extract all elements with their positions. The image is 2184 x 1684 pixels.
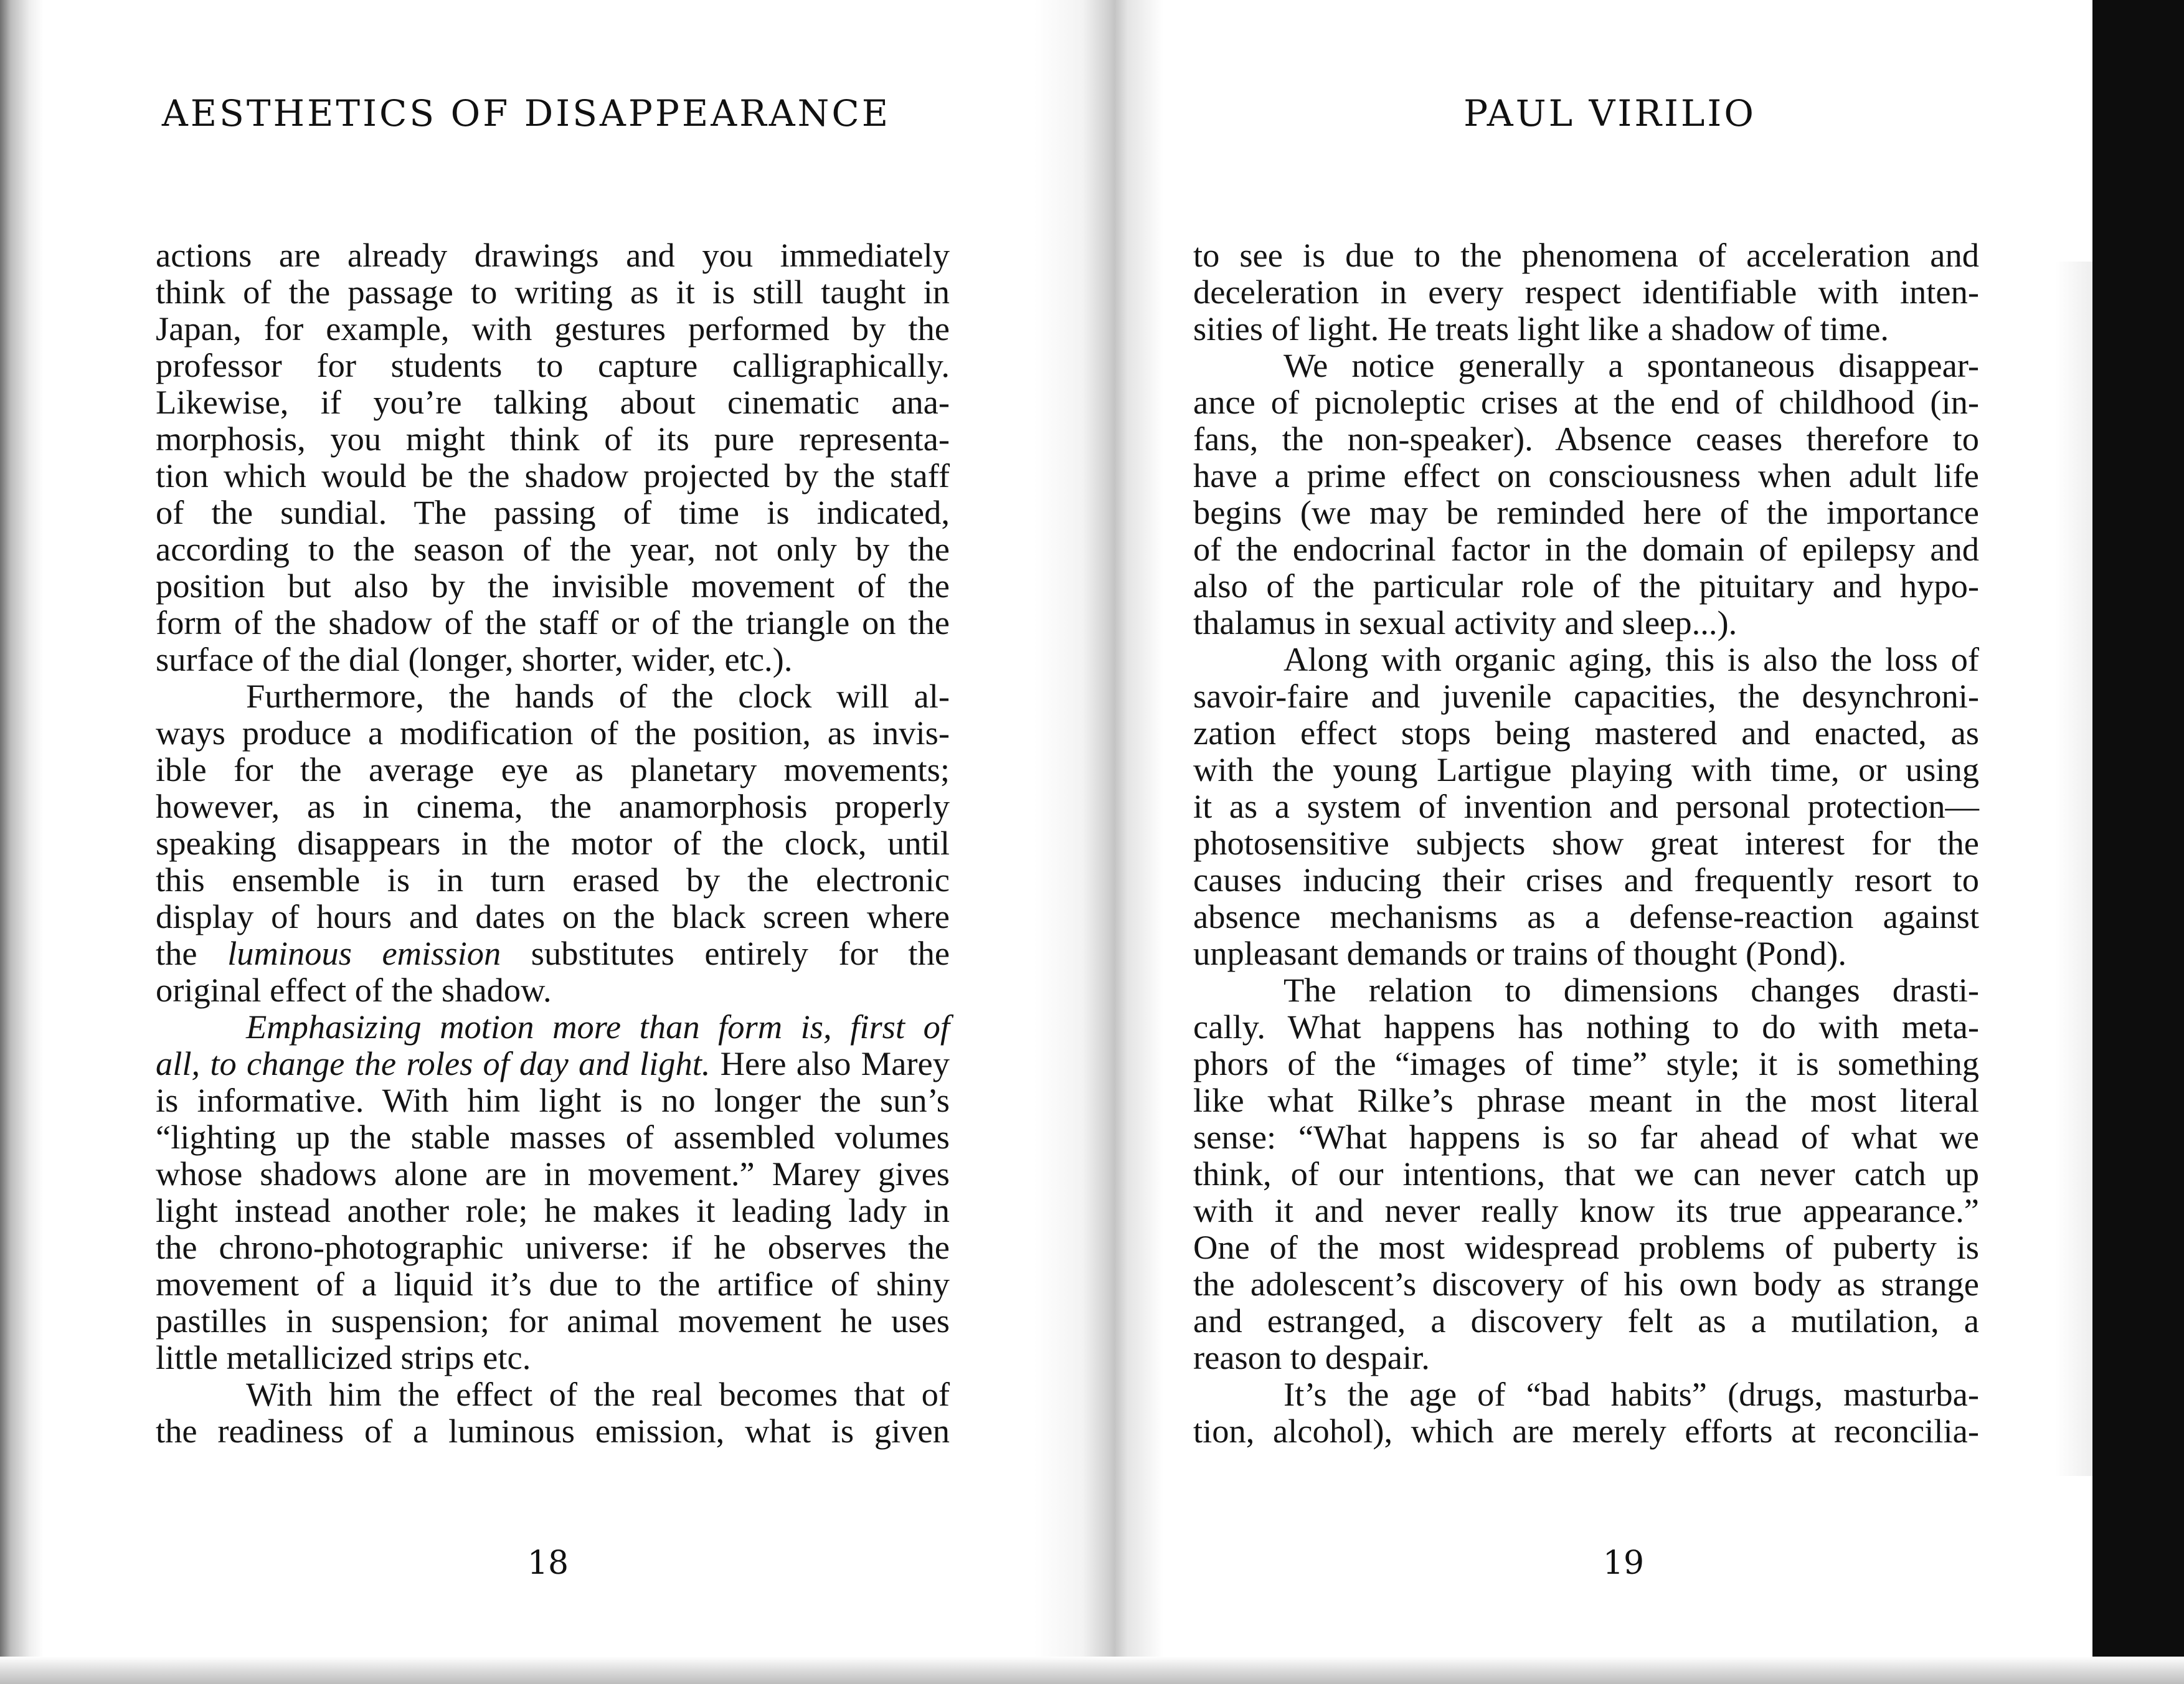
- text-line: Japan, for example, with gestures performed by the: [156, 310, 950, 348]
- right-page-body: [1193, 237, 1979, 1449]
- text-line: tion, alcohol), which are merely efforts at reconcilia-: [1193, 1412, 1979, 1450]
- text-line: also of the particular role of the pituitary and hypo-: [1193, 567, 1979, 605]
- text-line: of the endocrinal factor in the domain of epilepsy and: [1193, 530, 1979, 568]
- text-line: form of the shadow of the staff or of the triangle on the: [156, 603, 950, 641]
- text-line: the readiness of a luminous emission, what is given: [156, 1412, 950, 1450]
- text-line: have a prime effect on consciousness when adult life: [1193, 456, 1979, 494]
- text-line: is informative. With him light is no longer the sun’s: [156, 1081, 950, 1119]
- text-line: movement of a liquid it’s due to the artifice of shiny: [156, 1265, 950, 1303]
- left-page: [0, 0, 1059, 1684]
- text-line: this ensemble is in turn erased by the electronic: [156, 861, 950, 899]
- text-line: pastilles in suspension; for animal movement he uses: [156, 1302, 950, 1340]
- text-line: light instead another role; he makes it leading lady in: [156, 1191, 950, 1229]
- text-line: The relation to dimensions changes drasti-: [1283, 971, 1979, 1009]
- text-line: Along with organic aging, this is also the loss of: [1283, 640, 1979, 678]
- italic-phrase: all, to change the roles of day and light.: [156, 1044, 711, 1082]
- text-line: think of the passage to writing as it is still taught in: [156, 273, 950, 311]
- text-line: ible for the average eye as planetary movements;: [156, 750, 950, 788]
- text-line: it as a system of invention and personal protection—: [1193, 787, 1979, 825]
- text-line: morphosis, you might think of its pure representa-: [156, 420, 950, 458]
- text-post: substitutes entirely for the: [501, 934, 950, 972]
- text-line: ance of picnoleptic crises at the end of childhood (in-: [1193, 383, 1979, 421]
- text-line: ways produce a modification of the position, as invis-: [156, 714, 950, 752]
- text-line: It’s the age of “bad habits” (drugs, masturba-: [1283, 1375, 1979, 1413]
- text-line: photosensitive subjects show great interest for the: [1193, 824, 1979, 862]
- text-line: with it and never really know its true appearance.”: [1193, 1191, 1979, 1229]
- italic-phrase: luminous emission: [227, 934, 501, 972]
- text-line: zation effect stops being mastered and enacted, as: [1193, 714, 1979, 752]
- text-line: We notice generally a spontaneous disappear-: [1283, 346, 1979, 384]
- text-line: little metallicized strips etc.: [156, 1338, 531, 1376]
- italic-phrase: Emphasizing motion more than form is, first of: [246, 1008, 950, 1046]
- text-line: fans, the non-speaker). Absence ceases therefore to: [1193, 420, 1979, 458]
- text-line: “lighting up the stable masses of assembled volumes: [156, 1118, 950, 1156]
- text-line: thalamus in sexual activity and sleep...).: [1193, 603, 1737, 641]
- text-line: [156, 935, 950, 972]
- book-cover-edge: [2092, 0, 2184, 1684]
- text-line: according to the season of the year, not only by the: [156, 530, 950, 568]
- text-line: sities of light. He treats light like a shadow of time.: [1193, 310, 1889, 348]
- left-page-body: [156, 237, 950, 1449]
- text-line: [156, 1045, 950, 1082]
- text-line: the chrono-photographic universe: if he observes the: [156, 1228, 950, 1266]
- text-pre: the: [156, 934, 228, 972]
- text-line: sense: “What happens is so far ahead of what we: [1193, 1118, 1979, 1156]
- text-line: actions are already drawings and you immediately: [156, 236, 950, 274]
- text-line: however, as in cinema, the anamorphosis properly: [156, 787, 950, 825]
- text-line: speaking disappears in the motor of the clock, until: [156, 824, 950, 862]
- running-head-right: PAUL VIRILIO: [1463, 92, 1756, 135]
- text-line: Furthermore, the hands of the clock will al-: [246, 677, 950, 715]
- text-line: phors of the “images of time” style; it is something: [1193, 1044, 1979, 1082]
- text-line: unpleasant demands or trains of thought (Pond).: [1193, 934, 1846, 972]
- text-line: the adolescent’s discovery of his own body as strange: [1193, 1265, 1979, 1303]
- text-line: cally. What happens has nothing to do with meta-: [1193, 1008, 1979, 1046]
- text-line: tion which would be the shadow projected by the staff: [156, 456, 950, 494]
- text-line: absence mechanisms as a defense-reaction against: [1193, 897, 1979, 935]
- text-line: causes inducing their crises and frequently resort to: [1193, 861, 1979, 899]
- page-number-right: 19: [1602, 1544, 1645, 1582]
- text-line: begins (we may be reminded here of the importance: [1193, 493, 1979, 531]
- text-line: display of hours and dates on the black screen where: [156, 897, 950, 935]
- text-line: with the young Lartigue playing with time, or using: [1193, 750, 1979, 788]
- text-line: professor for students to capture calligraphically.: [156, 346, 950, 384]
- text-line: surface of the dial (longer, shorter, wider, etc.).: [156, 640, 793, 678]
- right-page: [1121, 0, 2092, 1684]
- text-line: savoir-faire and juvenile capacities, the desynchroni-: [1193, 677, 1979, 715]
- text-line: original effect of the shadow.: [156, 971, 552, 1009]
- text-line: like what Rilke’s phrase meant in the most literal: [1193, 1081, 1979, 1119]
- text-line: deceleration in every respect identifiable with inten-: [1193, 273, 1979, 311]
- text-line: [156, 1008, 950, 1045]
- page-number-left: 18: [527, 1544, 569, 1582]
- text-line: Likewise, if you’re talking about cinematic ana-: [156, 383, 950, 421]
- text-line: and estranged, a discovery felt as a mutilation, a: [1193, 1302, 1979, 1340]
- text-line: position but also by the invisible movement of the: [156, 567, 950, 605]
- text-line: One of the most widespread problems of puberty is: [1193, 1228, 1979, 1266]
- text-line: whose shadows alone are in movement.” Marey gives: [156, 1155, 950, 1193]
- text-line: With him the effect of the real becomes that of: [246, 1375, 950, 1413]
- text-post: Here also Marey: [710, 1044, 950, 1082]
- text-line: of the sundial. The passing of time is indicated,: [156, 493, 950, 531]
- text-line: think, of our intentions, that we can never catch up: [1193, 1155, 1979, 1193]
- text-line: reason to despair.: [1193, 1338, 1430, 1376]
- text-line: to see is due to the phenomena of acceleration and: [1193, 236, 1979, 274]
- running-head-left: AESTHETICS OF DISAPPEARANCE: [161, 92, 891, 135]
